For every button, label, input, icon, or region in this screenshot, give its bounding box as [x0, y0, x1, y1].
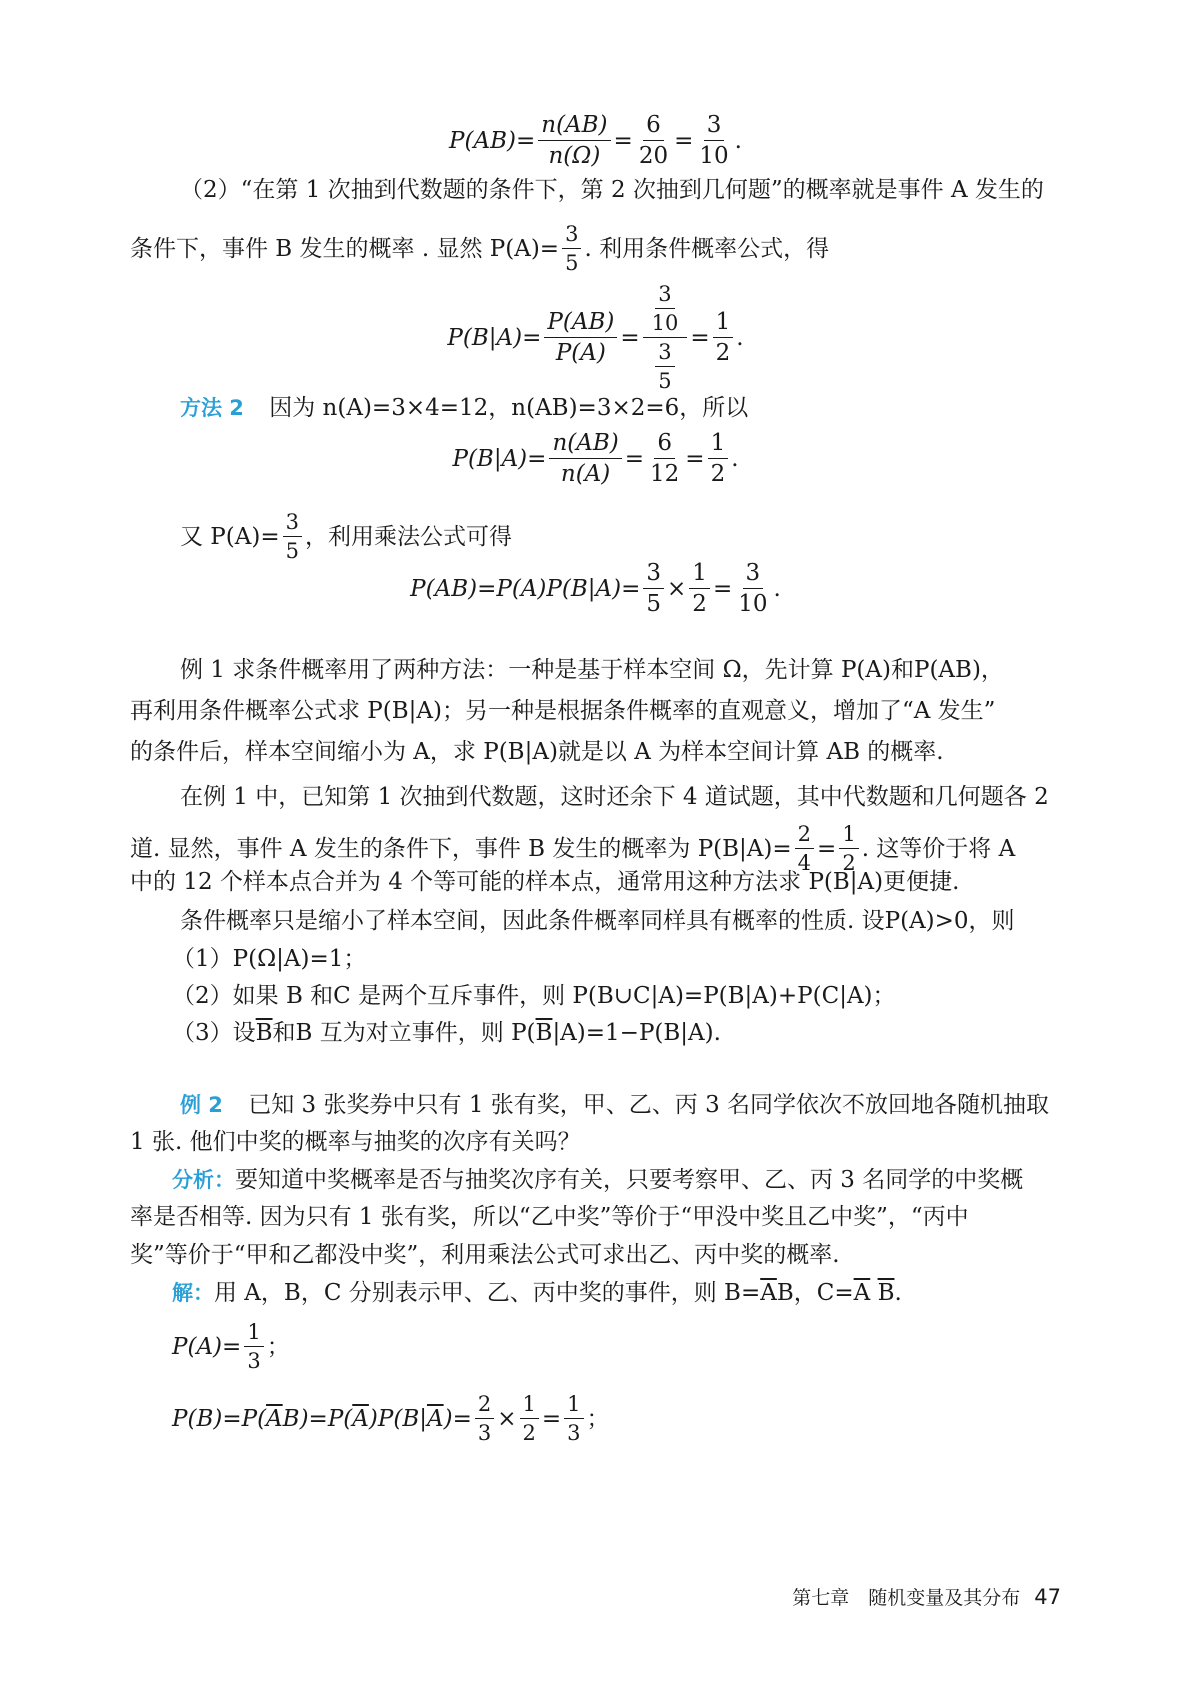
text-segment: ，利用乘法公式可得: [305, 523, 512, 550]
fraction-denominator: 3: [477, 1421, 492, 1445]
fraction-denominator: 10: [699, 143, 729, 169]
fraction-numerator: 1: [564, 1392, 583, 1419]
semicolon: ；: [266, 1333, 290, 1360]
text-segment: 要知道中奖概率是否与抽奖次序有关，只要考察甲、乙、丙 3 名同学的中奖概: [235, 1167, 1024, 1193]
complement-a: $\overline{A}$: [352, 1405, 369, 1432]
text-segment: .: [894, 1280, 902, 1306]
fraction-numerator: 3: [283, 510, 302, 537]
complement-b: $\overline{B}$: [877, 1280, 895, 1306]
text-segment: . 这等价于将 A: [861, 835, 1016, 862]
fraction-denominator: 2: [842, 851, 856, 875]
fraction-denominator: 5: [565, 251, 579, 275]
times-sign: ×: [497, 1405, 517, 1432]
equals-sign: =: [817, 835, 837, 862]
equals-sign: =: [712, 575, 733, 602]
text-segment: 条件下，事件 B 发生的概率 . 显然 P(A)=: [130, 235, 560, 262]
analysis-line-2: 率是否相等. 因为只有 1 张有奖，所以“乙中奖”等价于“甲没中奖且乙中奖”，“丙中: [130, 1204, 969, 1230]
method-2-label: 方法 2: [180, 396, 244, 420]
complement-b: $\overline{B}$: [255, 1020, 273, 1046]
solution-p-b: [172, 1392, 610, 1445]
property-3: [172, 1018, 721, 1048]
summary-line-1: 例 1 求条件概率用了两种方法：一种是基于样本空间 Ω，先计算 P(A)和P(AB)，: [180, 657, 1004, 683]
fraction-numerator: 1: [713, 309, 734, 338]
text-segment: B，C=: [776, 1280, 854, 1306]
equals-sign: =: [620, 324, 640, 351]
fraction-numerator: 6: [643, 112, 664, 141]
fraction-denominator: 5: [646, 591, 662, 617]
fraction-denominator: 4: [797, 851, 812, 875]
fraction-denominator: 2: [710, 461, 726, 487]
text-segment: 已知 3 张奖券中只有 1 张有奖，甲、乙、丙 3 名同学依次不放回地各随机抽取: [248, 1092, 1050, 1118]
fraction-numerator: n(AB): [549, 430, 621, 459]
equals-sign: =: [674, 127, 694, 154]
fraction-numerator: 1: [839, 822, 858, 849]
compound-fraction: [643, 282, 688, 393]
text-segment: 用 A，B，C 分别表示甲、乙、丙中奖的事件，则 B=: [214, 1280, 761, 1306]
para-2-line-1: （2）“在第 1 次抽到代数题的条件下，第 2 次抽到几何题”的概率就是事件 A 发生的: [180, 177, 1044, 203]
summary-line-3: 的条件后，样本空间缩小为 A，求 P(B|A)就是以 A 为样本空间计算 AB 的概率.: [130, 739, 944, 765]
text-segment: 和B 互为对立事件，则 P(: [272, 1020, 536, 1046]
equals-sign: =: [624, 445, 644, 472]
fraction-denominator: 10: [651, 311, 679, 335]
fraction-denominator: P(A): [555, 340, 606, 366]
formula-multiplication: [0, 560, 1191, 617]
fraction-denominator: 5: [658, 369, 672, 393]
text-segment: )P(B|: [368, 1405, 427, 1432]
times-sign: ×: [667, 575, 687, 602]
fraction-numerator: n(AB): [538, 112, 610, 141]
fraction-numerator: 3: [743, 560, 764, 589]
equals-sign: =: [541, 1405, 562, 1432]
fraction-denominator: 2: [692, 591, 707, 617]
method-2-line: [180, 393, 748, 423]
fraction-denominator: 12: [650, 461, 680, 487]
fraction-denominator: 2: [715, 340, 731, 366]
formula-p-b-given-a: [0, 282, 1191, 393]
formula-method-2: [0, 430, 1191, 487]
period: .: [736, 324, 744, 351]
complement-a: $\overline{A}$: [426, 1405, 444, 1432]
fraction-numerator: 3: [704, 112, 725, 141]
fraction-numerator: 3: [562, 222, 581, 249]
period: .: [773, 575, 781, 602]
complement-a: $\overline{A}$: [760, 1280, 777, 1306]
fraction-denominator: 20: [638, 143, 669, 169]
fraction-numerator: 6: [654, 430, 675, 459]
formula-p-ab: [0, 112, 1191, 169]
text-segment: )=: [443, 1405, 472, 1432]
solution-line: [172, 1278, 902, 1308]
solution-p-a: [172, 1320, 290, 1373]
properties-intro: 条件概率只是缩小了样本空间，因此条件概率同样具有概率的性质. 设P(A)>0，则: [180, 908, 1015, 934]
equals-sign: =: [690, 324, 710, 351]
formula-lhs: P(AB)=P(A)P(B|A)=: [410, 575, 641, 602]
fraction-numerator: 2: [795, 822, 814, 849]
analysis-label: 分析：: [172, 1168, 235, 1192]
equals-sign: =: [685, 445, 705, 472]
multiplication-intro-line: [180, 510, 512, 563]
fraction-denominator: 2: [522, 1421, 536, 1445]
text-segment: 道. 显然，事件 A 发生的条件下，事件 B 发生的概率为 P(B|A)=: [130, 835, 792, 862]
analysis-line-3: 奖”等价于“甲和乙都没中奖”，利用乘法公式可求出乙、丙中奖的概率.: [130, 1242, 840, 1268]
complement-b: $\overline{B}$: [535, 1020, 553, 1046]
complement-a: $\overline{A}$: [266, 1405, 283, 1432]
method-2-text: 因为 n(A)=3×4=12，n(AB)=3×2=6，所以: [269, 395, 749, 421]
period: .: [734, 127, 742, 154]
example-2-line-2: 1 张. 他们中奖的概率与抽奖的次序有关吗？: [130, 1129, 581, 1155]
property-2: （2）如果 B 和C 是两个互斥事件，则 P(B∪C|A)=P(B|A)+P(C|A)；: [172, 983, 896, 1009]
formula-lhs: P(AB)=: [449, 127, 536, 154]
fraction-denominator: 3: [247, 1349, 261, 1373]
text-segment: （3）设: [172, 1020, 256, 1046]
text-segment: P(B)=P(: [172, 1405, 267, 1432]
fraction-numerator: 3: [655, 282, 674, 309]
equals-sign: =: [613, 127, 633, 154]
fraction-numerator: 1: [689, 560, 710, 589]
text-segment: 又 P(A)=: [180, 523, 280, 550]
example-2-line-1: [180, 1090, 1049, 1120]
chapter-title: 第七章 随机变量及其分布: [792, 1587, 1021, 1609]
page-number: 47: [1034, 1585, 1061, 1609]
analysis-line-1: [172, 1165, 1023, 1195]
fraction-numerator: 1: [244, 1320, 263, 1347]
fraction-denominator: n(A): [560, 461, 611, 487]
example-1-line-3: 中的 12 个样本点合并为 4 个等可能的样本点，通常用这种方法求 P(B|A)更便捷.: [130, 869, 960, 895]
fraction-numerator: 3: [655, 340, 674, 367]
fraction-numerator: 1: [708, 430, 729, 459]
fraction-numerator: 2: [475, 1392, 494, 1419]
text-segment: . 利用条件概率公式，得: [584, 235, 830, 262]
fraction-numerator: P(AB): [544, 309, 617, 338]
period: .: [731, 445, 739, 472]
fraction-denominator: 10: [738, 591, 768, 617]
fraction-denominator: 5: [285, 539, 299, 563]
fraction-denominator: n(Ω): [548, 143, 601, 169]
para-2-line-2: [130, 222, 829, 275]
formula-lhs: P(B|A)=: [452, 445, 547, 472]
formula-lhs: P(B|A)=: [447, 324, 542, 351]
example-2-label: 例 2: [180, 1093, 223, 1117]
fraction-denominator: 3: [567, 1421, 581, 1445]
semicolon: ；: [586, 1405, 610, 1432]
solution-label: 解：: [172, 1281, 214, 1305]
fraction-numerator: 3: [643, 560, 664, 589]
text-segment: B)=P(: [282, 1405, 353, 1432]
fraction-numerator: 1: [520, 1392, 539, 1419]
complement-a: $\overline{A}$: [853, 1280, 871, 1306]
example-1-line-1: 在例 1 中，已知第 1 次抽到代数题，这时还余下 4 道试题，其中代数题和几何题各 2: [180, 784, 1049, 810]
summary-line-2: 再利用条件概率公式求 P(B|A)；另一种是根据条件概率的直观意义，增加了“A 发生”: [130, 698, 996, 724]
page-footer: [792, 1583, 1061, 1610]
formula-lhs: P(A)=: [172, 1333, 242, 1360]
text-segment: |A)=1−P(B|A).: [552, 1020, 721, 1046]
property-1: （1）P(Ω|A)=1；: [172, 946, 367, 972]
